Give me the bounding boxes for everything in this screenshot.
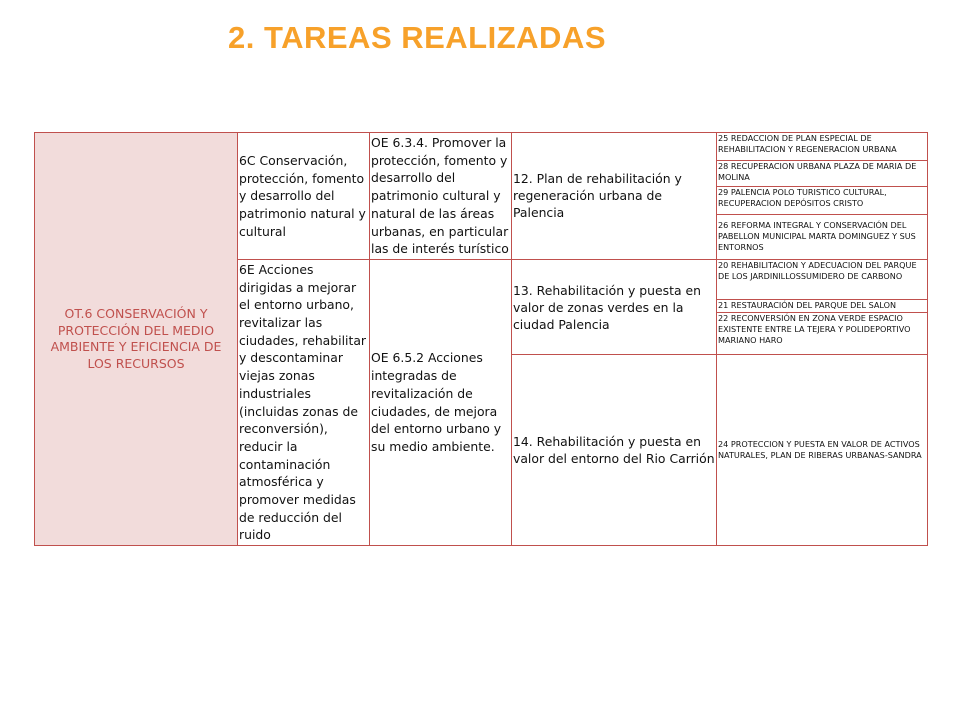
page-title: 2. TAREAS REALIZADAS: [228, 20, 607, 55]
task-28-cell: 28 RECUPERACION URBANA PLAZA DE MARIA DE MOLINA: [717, 160, 928, 187]
plan-13-cell: 13. Rehabilitación y puesta en valor de zonas verdes en la ciudad Palencia: [512, 259, 717, 354]
plan-14-cell: 14. Rehabilitación y puesta en valor del entorno del Rio Carrión: [512, 355, 717, 546]
task-26-cell: 26 REFORMA INTEGRAL Y CONSERVACIÓN DEL PABELLON MUNICIPAL MARTA DOMINGUEZ Y SUS ENTORNOS: [717, 214, 928, 259]
task-20-cell: 20 REHABILITACION Y ADECUACION DEL PARQUE DE LOS JARDINILLOSSUMIDERO DE CARBONO: [717, 259, 928, 299]
plan-12-cell: 12. Plan de rehabilitación y regeneración urbana de Palencia: [512, 133, 717, 260]
priority-6c-cell: 6C Conservación, protección, fomento y desarrollo del patrimonio natural y cultural: [238, 133, 370, 260]
tasks-table: [34, 132, 928, 546]
oe-652-cell: OE 6.5.2 Acciones integradas de revitalización de ciudades, de mejora del entorno urbano y su medio ambiente.: [370, 259, 512, 545]
tasks-table-container: [34, 132, 927, 543]
task-24-cell: 24 PROTECCION Y PUESTA EN VALOR DE ACTIVOS NATURALES, PLAN DE RIBERAS URBANAS-SANDRA: [717, 355, 928, 546]
task-25-cell: 25 REDACCION DE PLAN ESPECIAL DE REHABILITACION Y REGENERACION URBANA: [717, 133, 928, 161]
oe-634-cell: OE 6.3.4. Promover la protección, fomento y desarrollo del patrimonio cultural y natural de las áreas urbanas, en particular las de interés turístico: [370, 133, 512, 260]
task-21-cell: 21 RESTAURACIÓN DEL PARQUE DEL SALON: [717, 299, 928, 312]
priority-6e-cell: 6E Acciones dirigidas a mejorar el entorno urbano, revitalizar las ciudades, rehabilitar y descontaminar viejas zonas industriales (incluidas zonas de reconversión), reducir la contaminación atmosférica y promover medidas de reducción del ruido: [238, 259, 370, 545]
task-22-cell: 22 RECONVERSIÓN EN ZONA VERDE ESPACIO EXISTENTE ENTRE LA TEJERA Y POLIDEPORTIVO MARIANO HARO: [717, 313, 928, 355]
objective-cell: OT.6 CONSERVACIÓN Y PROTECCIÓN DEL MEDIO AMBIENTE Y EFICIENCIA DE LOS RECURSOS: [35, 133, 238, 546]
task-29-cell: 29 PALENCIA POLO TURISTICO CULTURAL, RECUPERACION DEPÓSITOS CRISTO: [717, 187, 928, 215]
